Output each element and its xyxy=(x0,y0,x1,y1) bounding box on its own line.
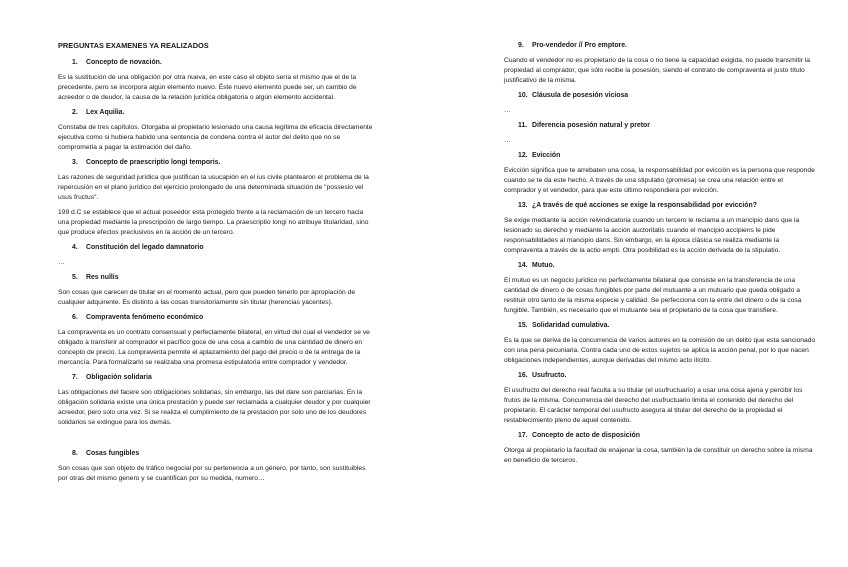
section-heading xyxy=(504,371,816,381)
section-title: Obligación solidaria xyxy=(86,374,152,381)
section-paragraph: Las obligaciones del facere son obligaciones solidarias, sin embargo, las del dare son parciarias. En la obligación solidaria existe una única prestación y puede ser reclamada a cualquier deudor y por cualquier acreedor, pero solo una vez. Si se realiza el cumplimiento de la prestación por solo uno de los deudores solidarios se extingue para los demás. xyxy=(58,389,371,426)
section-title: ¿A través de qué acciones se exige la responsabilidad por evicción? xyxy=(532,202,757,209)
section-number: 9. xyxy=(518,42,524,49)
section-title: Usufructo. xyxy=(532,372,567,379)
section-title: Concepto de praescriptio longi temporis. xyxy=(86,159,221,166)
section-number: 10. xyxy=(518,92,528,99)
section-heading xyxy=(58,108,373,118)
section-number: 16. xyxy=(518,372,528,379)
section-number: 8. xyxy=(72,450,78,457)
section-number: 15. xyxy=(518,322,528,329)
section-paragraph: … xyxy=(504,137,511,144)
document-title: PREGUNTAS EXAMENES YA REALIZADOS xyxy=(58,41,209,50)
section-number: 7. xyxy=(72,374,78,381)
section-number: 6. xyxy=(72,314,78,321)
section-heading xyxy=(58,373,373,383)
section-heading xyxy=(58,273,373,283)
section-paragraph: Otorga al propietario la facultad de enajenar la cosa, también la de constituir un derecho sobre la misma en beneficio de terceros. xyxy=(504,447,813,464)
section-heading xyxy=(504,261,816,271)
section-heading xyxy=(504,321,816,331)
section-paragraph: Constaba de tres capítulos. Otorgaba al propietario lesionado una causa legítima de eficacia directamente ejecutiva como si hubiera habido una sentencia de condena contra el autor del delito que no se comprometía a pagar la estimación del daño. xyxy=(58,124,373,151)
section-title: Cláusula de posesión viciosa xyxy=(532,92,629,99)
section-number: 13. xyxy=(518,202,528,209)
section-heading xyxy=(58,313,373,323)
section-paragraph: Es la sustitución de una obligación por otra nueva, en este caso el objeto sería el mismo que el de la precedente, pero se incorpora algún elemento nuevo. Éste nuevo elemento puede ser, un cambio de acreedor o de deudor, la causa de la relación jurídica obligatoria o algún elemento accidental. xyxy=(58,74,357,101)
section-paragraph: Evicción significa que te arrebaten una cosa, la responsabilidad por evicción es la persona que responde cuando se te da este hecho. A través de una stipulatio (promesa) se crea una relación entre el comprador y el vendedor, para que este último respondiera por evicción. xyxy=(504,167,815,194)
section-number: 5. xyxy=(72,274,78,281)
section-heading xyxy=(58,58,373,68)
section-heading xyxy=(58,449,373,459)
section-title: Concepto de novación. xyxy=(86,59,162,66)
section-paragraph: El mutuo es un negocio jurídico no perfectamente bilateral que consiste en la transferencia de una cantidad de dinero o de cosas fungibles por parte del mutuante a un mutuario que queda obligado a restituir otro tanto de la misma especie y calidad. Se perfecciona con la entre del dinero o de la cosa fungible. También, es necesario que el mutuante sea el propietario de la cosa que transfiere. xyxy=(504,277,802,314)
section-number: 4. xyxy=(72,244,78,251)
section-title: Lex Aquilia. xyxy=(86,109,125,116)
section-number: 2. xyxy=(72,109,78,116)
section-heading xyxy=(504,91,816,101)
section-heading xyxy=(504,201,816,211)
section-heading xyxy=(504,151,816,161)
section-title: Compraventa fenómeno económico xyxy=(86,314,204,321)
section-paragraph: Se exige mediante la acción reivindicatoria cuando un tercero le reclama a un mancipio dans que la lesionado su derecho y mediante la acción auctoritatis cuando el mancipio accipiens le pide responsabilidades al mancipio dans. Sin embargo, en la época clásica se realiza mediante la compraventa a través de la actio empti. Otra posibilidad es la acción derivada de la stipulatio. xyxy=(504,217,800,254)
section-number: 12. xyxy=(518,152,528,159)
section-paragraph: El usufructo del derecho real faculta a su titular (el usufructuario) a usar una cosa ajena y percibir los frutos de la misma. Concurrencia del derecho del usufructuario limita el contenido del derecho del propietario. El carácter temporal del usufructo asegura al titular del derecho de la propiedad el restablecimiento pleno de aquel contenido. xyxy=(504,387,803,424)
section-number: 14. xyxy=(518,262,528,269)
section-heading xyxy=(504,431,816,441)
section-title: Evicción xyxy=(532,152,561,159)
section-paragraph: … xyxy=(504,107,511,114)
left-column xyxy=(58,41,373,489)
section-title: Pro-vendedor // Pro emptore. xyxy=(532,42,627,49)
section-title: Res nullis xyxy=(86,274,119,281)
section-heading xyxy=(504,121,816,131)
section-paragraph: 199 d.C se establece que el actual poseedor esta protegido frente a la reclamación de un tercero hacia una propiedad mediante la prescripción de largo tiempo. La praescriptio longi no atribuye titularidad, sino que produce efectos preclusivos en la acción de un tercero. xyxy=(58,209,369,236)
section-title: Mutuo. xyxy=(532,262,555,269)
section-number: 3. xyxy=(72,159,78,166)
section-number: 17. xyxy=(518,432,528,439)
section-title: Diferencia posesión natural y pretor xyxy=(532,122,650,129)
section-heading xyxy=(58,158,373,168)
section-paragraph: Son cosas que carecen de titular en el momento actual, pero que pueden tenerlo por apropiación de cualquier adquirente. Es distinto a las cosas transitoriamente sin titular (herencias yacentes). xyxy=(58,289,356,306)
section-title: Solidaridad cumulativa. xyxy=(532,322,610,329)
section-paragraph: Son cosas que son objeto de tráfico negocial por su pertenencia a un género, por tanto, son sustituibles por otras del mismo genero y se cuantifican por su medida, numero… xyxy=(58,465,366,482)
section-heading xyxy=(504,41,816,51)
section-heading xyxy=(58,243,373,253)
section-title: Concepto de acto de disposición xyxy=(532,432,640,439)
section-paragraph: Las razones de seguridad jurídica que justifican la usucapión en el ius civile plantearon el problema de la repercusión en el plano jurídico del ejercicio prolongado de una determinada situación de "possesio vel usus fructus". xyxy=(58,174,369,201)
section-title: Constitución del legado damnatorio xyxy=(86,244,204,251)
section-title: Cosas fungibles xyxy=(86,450,140,457)
section-paragraph: Es la que se deriva de la concurrencia de varios autores en la comisión de un delito que esta sancionado con una pena pecuniaria. Contra cada uno de estos sujetos se aplica la acción penal, por lo que nacen obligaciones independientes, aunque derivadas del mismo acto ilícito. xyxy=(504,337,816,364)
section-paragraph: Cuando el vendedor no es propietario de la cosa o no tiene la capacidad exigida, no puede transmitir la propiedad al comprador, que sólo recibe la posesión, siendo el contrato de compraventa el justo título justificativo de la misma. xyxy=(504,57,810,84)
right-column xyxy=(504,41,816,471)
section-number: 11. xyxy=(518,122,528,129)
section-number: 1. xyxy=(72,59,78,66)
section-paragraph: … xyxy=(58,259,65,266)
section-paragraph: La compraventa es un contrato consensual y perfectamente bilateral, en virtud del cual el vendedor se ve obligado a transferir al comprador el pacífico goce de una cosa a cambio de una cantidad de dinero en concepto de precio. La compraventa permite el aplazamiento del pago del precio o de la entrega de la mercancía. Para formalizarlo se realizaba una promesa estipulatoria entre comprador y vendedor. xyxy=(58,329,370,366)
